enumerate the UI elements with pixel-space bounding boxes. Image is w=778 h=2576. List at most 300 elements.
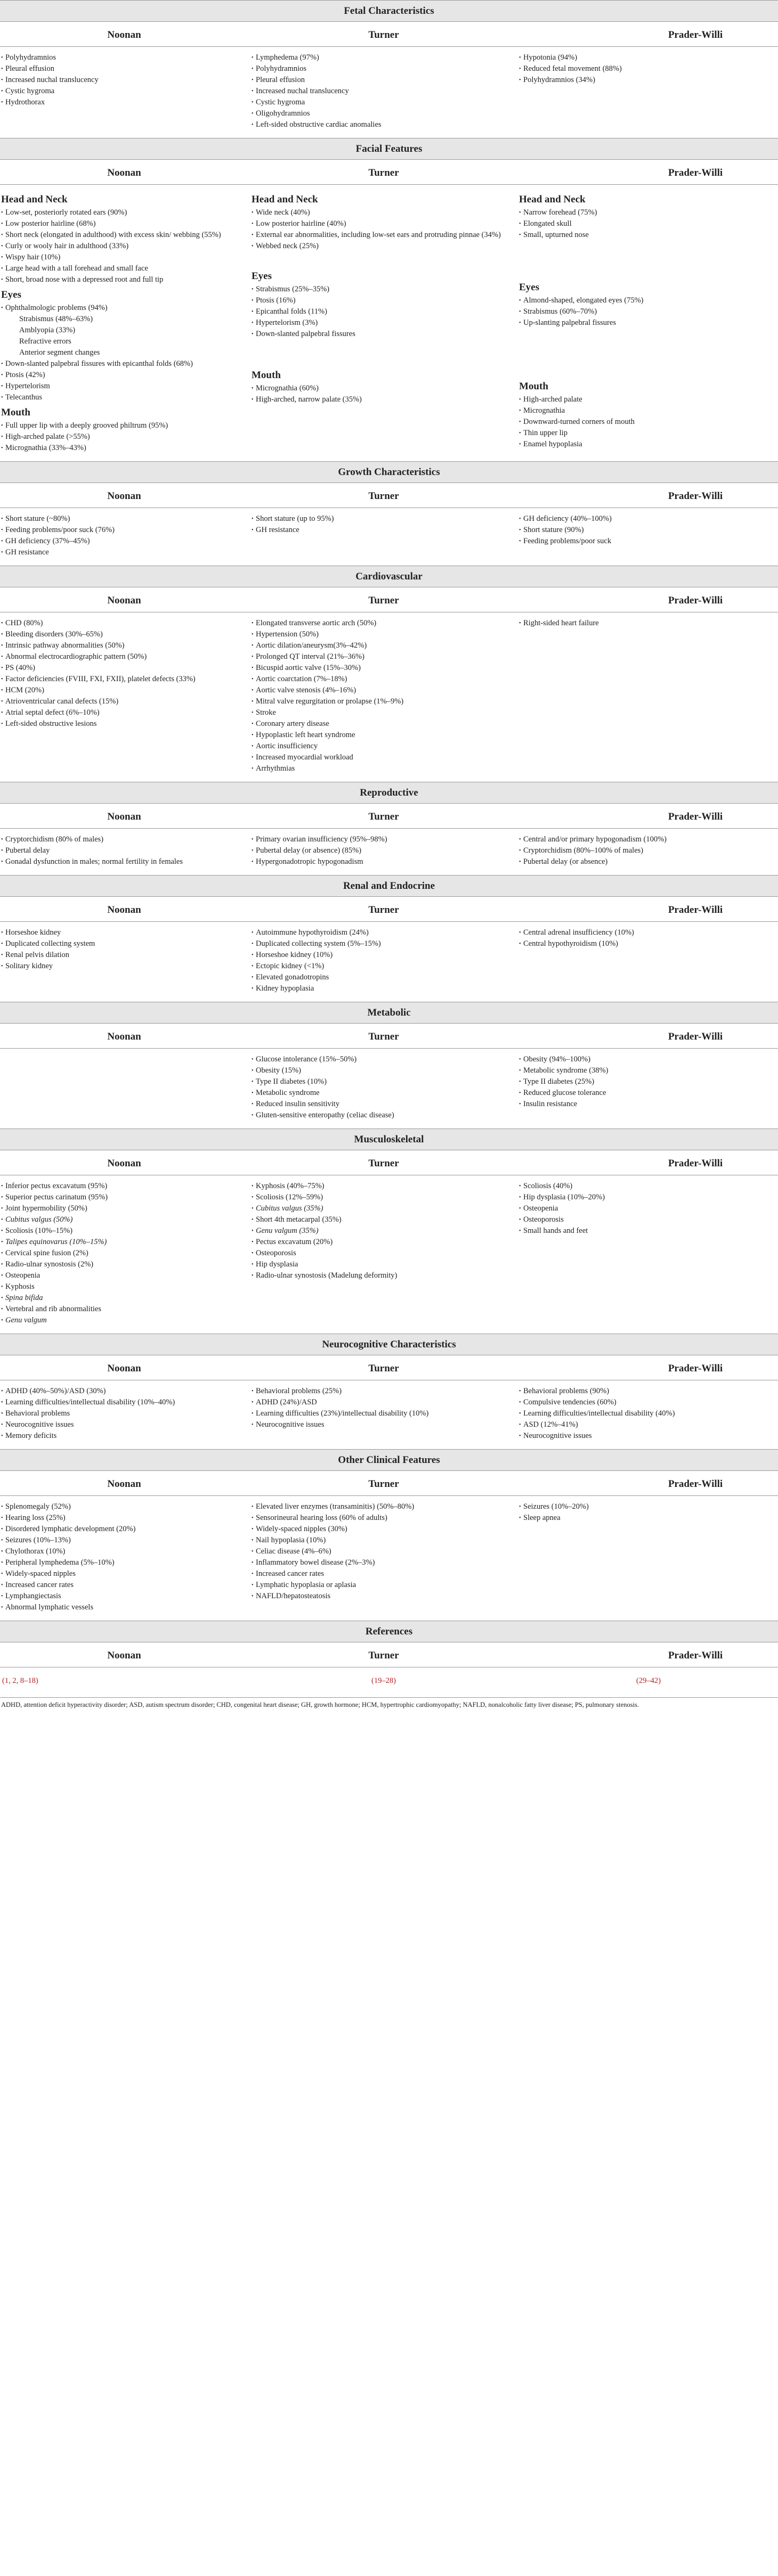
column-header-row bbox=[0, 804, 778, 829]
list-item: • Seizures (10%–13%) bbox=[1, 1535, 244, 1546]
column-header-row bbox=[0, 1024, 778, 1049]
list-item: • ASD (12%–41%) bbox=[519, 1419, 774, 1430]
list-item: • Splenomegaly (52%) bbox=[1, 1501, 244, 1512]
list-item: • Glucose intolerance (15%–50%) bbox=[252, 1054, 515, 1065]
list-item: • Telecanthus bbox=[1, 392, 244, 403]
list-item: • Primary ovarian insufficiency (95%–98%) bbox=[252, 834, 515, 845]
list-item: • Cubitus valgus (35%) bbox=[252, 1203, 515, 1214]
list-item: • Compulsive tendencies (60%) bbox=[519, 1397, 774, 1408]
cell-prader bbox=[519, 508, 778, 566]
column-header-turner: Turner bbox=[248, 587, 519, 612]
list-item: • Metabolic syndrome bbox=[252, 1087, 515, 1099]
item-list bbox=[519, 295, 774, 329]
list-item: • Large head with a tall forehead and small face bbox=[1, 263, 244, 274]
cell-turner bbox=[248, 1667, 519, 1698]
item-list bbox=[519, 834, 774, 868]
list-item: • Small hands and feet bbox=[519, 1225, 774, 1237]
list-item: • Almond-shaped, elongated eyes (75%) bbox=[519, 295, 774, 306]
list-item: • Pubertal delay (or absence) bbox=[519, 856, 774, 868]
list-item: • Joint hypermobility (50%) bbox=[1, 1203, 244, 1214]
group-heading-eyes: Eyes bbox=[252, 271, 272, 282]
list-item: • PS (40%) bbox=[1, 663, 244, 674]
column-header-noonan: Noonan bbox=[0, 897, 248, 922]
list-item: • Elongated skull bbox=[519, 218, 774, 230]
column-header-label: Prader-Willi bbox=[668, 904, 723, 915]
column-header-prader-willi bbox=[519, 1642, 778, 1667]
list-item: • Learning difficulties/intellectual disability (10%–40%) bbox=[1, 1397, 244, 1408]
list-item: • Left-sided obstructive cardiac anomalies bbox=[252, 119, 515, 130]
list-item: • Increased nuchal translucency bbox=[252, 86, 515, 97]
list-item: • Lymphangiectasis bbox=[1, 1591, 244, 1602]
list-item: • Ptosis (16%) bbox=[252, 295, 515, 306]
column-header-turner: Turner bbox=[248, 483, 519, 508]
list-item: • Behavioral problems bbox=[1, 1408, 244, 1419]
item-list bbox=[519, 1386, 774, 1442]
item-list bbox=[519, 52, 774, 86]
column-header-noonan: Noonan bbox=[0, 1024, 248, 1049]
section-header-cardio bbox=[0, 566, 778, 587]
item-list bbox=[1, 1181, 244, 1326]
list-item: • Abnormal lymphatic vessels bbox=[1, 1602, 244, 1613]
section-title: Neurocognitive Characteristics bbox=[0, 1334, 778, 1355]
column-header-prader-willi bbox=[519, 22, 778, 47]
column-header-noonan: Noonan bbox=[0, 160, 248, 185]
list-item: • Disordered lymphatic development (20%) bbox=[1, 1524, 244, 1535]
list-item: • Wispy hair (10%) bbox=[1, 252, 244, 263]
list-item: • Strabismus (60%–70%) bbox=[519, 306, 774, 317]
column-header-label: Prader-Willi bbox=[668, 1650, 723, 1661]
list-item: • Cystic hygroma bbox=[1, 86, 244, 97]
item-list bbox=[519, 394, 774, 450]
cell-noonan bbox=[0, 47, 248, 138]
list-item: • Reduced glucose tolerance bbox=[519, 1087, 774, 1099]
list-item: • Elongated transverse aortic arch (50%) bbox=[252, 618, 515, 629]
cell-prader bbox=[519, 612, 778, 782]
list-item: • Kidney hypoplasia bbox=[252, 983, 515, 994]
list-item: • Full upper lip with a deeply grooved philtrum (95%) bbox=[1, 420, 244, 431]
list-item: • Scoliosis (12%–59%) bbox=[252, 1192, 515, 1203]
group-heading-eyes: Eyes bbox=[519, 282, 539, 293]
group-heading-head-neck: Head and Neck bbox=[252, 194, 318, 205]
list-item: • Pleural effusion bbox=[1, 63, 244, 75]
list-item: • Pectus excavatum (20%) bbox=[252, 1237, 515, 1248]
column-header-prader-willi bbox=[519, 1024, 778, 1049]
list-item: • Hearing loss (25%) bbox=[1, 1512, 244, 1524]
list-item: • Oligohydramnios bbox=[252, 108, 515, 119]
item-list bbox=[252, 513, 515, 536]
list-item: • GH deficiency (37%–45%) bbox=[1, 536, 244, 547]
column-header-row bbox=[0, 483, 778, 508]
column-header-turner: Turner bbox=[248, 897, 519, 922]
column-header-prader-willi bbox=[519, 160, 778, 185]
column-header-prader-willi bbox=[519, 897, 778, 922]
list-item: • Micrognathia bbox=[519, 405, 774, 416]
section-header-growth bbox=[0, 462, 778, 483]
cell-noonan bbox=[0, 1380, 248, 1450]
list-item: • Hypotonia (94%) bbox=[519, 52, 774, 63]
column-header-turner: Turner bbox=[248, 22, 519, 47]
list-item: • Short stature (up to 95%) bbox=[252, 513, 515, 525]
list-item: • Abnormal electrocardiographic pattern (50%) bbox=[1, 651, 244, 663]
column-header-row bbox=[0, 1471, 778, 1496]
list-item: • Short neck (elongated in adulthood) with excess skin/ webbing (55%) bbox=[1, 230, 244, 241]
list-item: • Metabolic syndrome (38%) bbox=[519, 1065, 774, 1076]
list-item: • Renal pelvis dilation bbox=[1, 950, 244, 961]
list-item: • HCM (20%) bbox=[1, 685, 244, 696]
column-header-noonan: Noonan bbox=[0, 1642, 248, 1667]
cell-prader bbox=[519, 1175, 778, 1334]
list-item: • Neurocognitive issues bbox=[519, 1430, 774, 1442]
list-item: • Scoliosis (40%) bbox=[519, 1181, 774, 1192]
list-item: • Thin upper lip bbox=[519, 428, 774, 439]
list-item: • Mitral valve regurgitation or prolapse (1%–9%) bbox=[252, 696, 515, 707]
column-header-row bbox=[0, 1355, 778, 1380]
item-list bbox=[519, 513, 774, 547]
section-body-facial bbox=[0, 185, 778, 462]
column-header-prader-willi bbox=[519, 1150, 778, 1175]
section-header-other bbox=[0, 1450, 778, 1471]
cell-noonan bbox=[0, 1175, 248, 1334]
cell-noonan bbox=[0, 922, 248, 1002]
section-body-repro bbox=[0, 829, 778, 876]
list-item: • Cystic hygroma bbox=[252, 97, 515, 108]
list-item: • CHD (80%) bbox=[1, 618, 244, 629]
list-item: • Central hypothyroidism (10%) bbox=[519, 938, 774, 950]
list-item: • Superior pectus carinatum (95%) bbox=[1, 1192, 244, 1203]
list-item: • Hypertelorism bbox=[1, 381, 244, 392]
section-header-fetal bbox=[0, 1, 778, 22]
sub-list-item: Refractive errors bbox=[19, 337, 71, 346]
item-list bbox=[252, 52, 515, 130]
list-item: • Hydrothorax bbox=[1, 97, 244, 108]
column-header-label: Prader-Willi bbox=[668, 1031, 723, 1042]
item-list bbox=[1, 420, 244, 454]
list-item: • Spina bifida bbox=[1, 1293, 244, 1304]
list-item: • Kyphosis bbox=[1, 1281, 244, 1293]
list-item: • Cervical spine fusion (2%) bbox=[1, 1248, 244, 1259]
list-item: • ADHD (24%)/ASD bbox=[252, 1397, 515, 1408]
list-item: • Osteopenia bbox=[1, 1270, 244, 1281]
list-item: • Inflammatory bowel disease (2%–3%) bbox=[252, 1557, 515, 1568]
list-item: • Hypertelorism (3%) bbox=[252, 317, 515, 329]
item-list bbox=[252, 834, 515, 868]
list-item: • Polyhydramnios bbox=[1, 52, 244, 63]
list-item: • Pleural effusion bbox=[252, 75, 515, 86]
item-list bbox=[1, 513, 244, 558]
column-header-row bbox=[0, 1150, 778, 1175]
column-header-turner: Turner bbox=[248, 1024, 519, 1049]
column-header-turner: Turner bbox=[248, 1642, 519, 1667]
section-header-metabolic bbox=[0, 1002, 778, 1024]
list-item: • Downward-turned corners of mouth bbox=[519, 416, 774, 428]
group-heading-eyes: Eyes bbox=[1, 289, 21, 300]
list-item: • Lymphatic hypoplasia or aplasia bbox=[252, 1580, 515, 1591]
list-item: • Reduced fetal movement (88%) bbox=[519, 63, 774, 75]
section-body-neuro bbox=[0, 1380, 778, 1450]
item-list bbox=[1, 207, 244, 285]
list-item: • GH resistance bbox=[1, 547, 244, 558]
section-body-renal bbox=[0, 922, 778, 1002]
list-item: • Learning difficulties (23%)/intellectual disability (10%) bbox=[252, 1408, 515, 1419]
list-item: • Vertebral and rib abnormalities bbox=[1, 1304, 244, 1315]
column-header-turner: Turner bbox=[248, 1355, 519, 1380]
list-item: • NAFLD/hepatosteatosis bbox=[252, 1591, 515, 1602]
list-item: • Increased cancer rates bbox=[1, 1580, 244, 1591]
reference-link[interactable]: (29–42) bbox=[636, 1677, 661, 1685]
list-item: • High-arched, narrow palate (35%) bbox=[252, 394, 515, 405]
list-item: • Aortic dilation/aneurysm(3%–42%) bbox=[252, 640, 515, 651]
list-item: • Lymphedema (97%) bbox=[252, 52, 515, 63]
item-list bbox=[1, 1386, 244, 1442]
column-header-label: Prader-Willi bbox=[668, 595, 723, 606]
cell-noonan bbox=[0, 185, 248, 462]
list-item: • Hypertension (50%) bbox=[252, 629, 515, 640]
item-list bbox=[1, 927, 244, 972]
section-header-references bbox=[0, 1621, 778, 1642]
list-item: • Bleeding disorders (30%–65%) bbox=[1, 629, 244, 640]
list-item: • Sensorineural hearing loss (60% of adults) bbox=[252, 1512, 515, 1524]
item-list bbox=[1, 302, 244, 358]
column-header-label: Prader-Willi bbox=[668, 811, 723, 822]
cell-prader bbox=[519, 1496, 778, 1621]
list-item: • Autoimmune hypothyroidism (24%) bbox=[252, 927, 515, 938]
column-header-row bbox=[0, 897, 778, 922]
item-list bbox=[1, 834, 244, 868]
reference-link[interactable]: (19–28) bbox=[371, 1677, 396, 1685]
list-item: • Narrow forehead (75%) bbox=[519, 207, 774, 218]
group-heading-head-neck: Head and Neck bbox=[1, 194, 68, 205]
cell-turner bbox=[248, 1496, 519, 1621]
list-item: • Osteoporosis bbox=[519, 1214, 774, 1225]
cell-noonan bbox=[0, 612, 248, 782]
cell-prader-willi bbox=[519, 185, 778, 462]
column-header-row bbox=[0, 22, 778, 47]
item-list bbox=[252, 1501, 515, 1602]
section-title: References bbox=[0, 1621, 778, 1642]
section-title: Other Clinical Features bbox=[0, 1450, 778, 1471]
list-item: • Widely-spaced nipples bbox=[1, 1568, 244, 1580]
reference-link[interactable]: (1, 2, 8–18) bbox=[2, 1677, 38, 1685]
item-list bbox=[519, 1501, 774, 1524]
column-header-noonan: Noonan bbox=[0, 1150, 248, 1175]
group-heading-head-neck: Head and Neck bbox=[519, 194, 586, 205]
list-item: • Low posterior hairline (68%) bbox=[1, 218, 244, 230]
list-item: • Sleep apnea bbox=[519, 1512, 774, 1524]
section-header-musculo bbox=[0, 1129, 778, 1150]
cell-prader bbox=[519, 1380, 778, 1450]
column-header-label: Prader-Willi bbox=[668, 1158, 723, 1169]
list-item: • Nail hypoplasia (10%) bbox=[252, 1535, 515, 1546]
cell-turner bbox=[248, 1380, 519, 1450]
list-item: • Elevated gonadotropins bbox=[252, 972, 515, 983]
list-item: • Epicanthal folds (11%) bbox=[252, 306, 515, 317]
list-item: • Strabismus (25%–35%) bbox=[252, 284, 515, 295]
column-header-label: Prader-Willi bbox=[668, 1363, 723, 1374]
list-item: • Short 4th metacarpal (35%) bbox=[252, 1214, 515, 1225]
cell-turner bbox=[248, 922, 519, 1002]
list-item: • Osteoporosis bbox=[252, 1248, 515, 1259]
list-item: • ADHD (40%–50%)/ASD (30%) bbox=[1, 1386, 244, 1397]
list-item: • Atrial septal defect (6%–10%) bbox=[1, 707, 244, 718]
column-header-turner: Turner bbox=[248, 1150, 519, 1175]
list-item: • Radio-ulnar synostosis (Madelung deformity) bbox=[252, 1270, 515, 1281]
item-list bbox=[252, 1054, 515, 1121]
list-item: • High-arched palate bbox=[519, 394, 774, 405]
column-header-turner: Turner bbox=[248, 160, 519, 185]
group-heading-mouth: Mouth bbox=[1, 407, 30, 418]
list-item: • Widely-spaced nipples (30%) bbox=[252, 1524, 515, 1535]
item-list bbox=[519, 618, 774, 629]
list-item: • Learning difficulties/intellectual disability (40%) bbox=[519, 1408, 774, 1419]
cell-noonan bbox=[0, 1667, 248, 1698]
cell-prader bbox=[519, 922, 778, 1002]
cell-turner bbox=[248, 829, 519, 876]
cell-noonan bbox=[0, 1496, 248, 1621]
list-item: • Increased cancer rates bbox=[252, 1568, 515, 1580]
list-item: • Short, broad nose with a depressed root and full tip bbox=[1, 274, 244, 285]
item-list bbox=[252, 207, 515, 252]
list-item: • Aortic valve stenosis (4%–16%) bbox=[252, 685, 515, 696]
list-item: • Peripheral lymphedema (5%–10%) bbox=[1, 1557, 244, 1568]
column-header-label: Prader-Willi bbox=[668, 1478, 723, 1490]
section-header-renal bbox=[0, 876, 778, 897]
section-title: Facial Features bbox=[0, 138, 778, 160]
column-header-noonan: Noonan bbox=[0, 483, 248, 508]
column-header-prader-willi bbox=[519, 804, 778, 829]
item-list bbox=[519, 1054, 774, 1110]
list-item: • Type II diabetes (25%) bbox=[519, 1076, 774, 1087]
column-header-row bbox=[0, 1642, 778, 1667]
list-item: • Insulin resistance bbox=[519, 1099, 774, 1110]
list-item: • Seizures (10%–20%) bbox=[519, 1501, 774, 1512]
cell-turner bbox=[248, 47, 519, 138]
cell-prader bbox=[519, 47, 778, 138]
list-item: • Right-sided heart failure bbox=[519, 618, 774, 629]
list-item: • Kyphosis (40%–75%) bbox=[252, 1181, 515, 1192]
item-list bbox=[252, 284, 515, 340]
section-body-cardio bbox=[0, 612, 778, 782]
group-heading-mouth: Mouth bbox=[252, 370, 281, 381]
list-item: • Hypergonadotropic hypogonadism bbox=[252, 856, 515, 868]
list-item: • Cubitus valgus (50%) bbox=[1, 1214, 244, 1225]
list-item: • Cryptorchidism (80%–100% of males) bbox=[519, 845, 774, 856]
list-item: • Wide neck (40%) bbox=[252, 207, 515, 218]
section-body-musculo bbox=[0, 1175, 778, 1334]
list-item: • Hip dysplasia (10%–20%) bbox=[519, 1192, 774, 1203]
list-item: • Neurocognitive issues bbox=[252, 1419, 515, 1430]
cell-prader bbox=[519, 829, 778, 876]
list-item: • Hypoplastic left heart syndrome bbox=[252, 730, 515, 741]
list-item: • Short stature (~80%) bbox=[1, 513, 244, 525]
item-list bbox=[1, 52, 244, 108]
cell-prader bbox=[519, 1049, 778, 1129]
list-item: • Type II diabetes (10%) bbox=[252, 1076, 515, 1087]
list-item: • Obesity (94%–100%) bbox=[519, 1054, 774, 1065]
item-list bbox=[252, 927, 515, 994]
column-header-noonan: Noonan bbox=[0, 22, 248, 47]
cell-turner bbox=[248, 1175, 519, 1334]
list-item: • Central adrenal insufficiency (10%) bbox=[519, 927, 774, 938]
section-title: Metabolic bbox=[0, 1002, 778, 1024]
list-item: • Cryptorchidism (80% of males) bbox=[1, 834, 244, 845]
list-item: • Up-slanting palpebral fissures bbox=[519, 317, 774, 329]
list-item: • Feeding problems/poor suck (76%) bbox=[1, 525, 244, 536]
item-list bbox=[252, 618, 515, 774]
column-header-prader-willi bbox=[519, 483, 778, 508]
section-title: Renal and Endocrine bbox=[0, 876, 778, 897]
list-item: • Left-sided obstructive lesions bbox=[1, 718, 244, 730]
list-item: • Chylothorax (10%) bbox=[1, 1546, 244, 1557]
section-body-fetal bbox=[0, 47, 778, 138]
cell-turner bbox=[248, 612, 519, 782]
list-item: • Short stature (90%) bbox=[519, 525, 774, 536]
column-header-row bbox=[0, 587, 778, 612]
list-item: • Webbed neck (25%) bbox=[252, 241, 515, 252]
column-header-noonan: Noonan bbox=[0, 804, 248, 829]
column-header-label: Prader-Willi bbox=[668, 167, 723, 178]
list-item: • External ear abnormalities, including low-set ears and protruding pinnae (34%) bbox=[252, 230, 515, 241]
list-item: • Ptosis (42%) bbox=[1, 370, 244, 381]
list-item: • Micrognathia (60%) bbox=[252, 383, 515, 394]
sub-list-item: Anterior segment changes bbox=[19, 348, 100, 357]
list-item: • Memory deficits bbox=[1, 1430, 244, 1442]
list-item: • Enamel hypoplasia bbox=[519, 439, 774, 450]
list-item: • Prolonged QT interval (21%–36%) bbox=[252, 651, 515, 663]
list-item: • Increased nuchal translucency bbox=[1, 75, 244, 86]
cell-turner bbox=[248, 1049, 519, 1129]
list-item: • Atrioventricular canal defects (15%) bbox=[1, 696, 244, 707]
item-list bbox=[1, 358, 244, 403]
section-title: Growth Characteristics bbox=[0, 462, 778, 483]
section-body-references bbox=[0, 1667, 778, 1698]
list-item: • Arrhythmias bbox=[252, 763, 515, 774]
cell-turner bbox=[248, 508, 519, 566]
item-list bbox=[519, 927, 774, 950]
section-title: Musculoskeletal bbox=[0, 1129, 778, 1150]
list-item: • Coronary artery disease bbox=[252, 718, 515, 730]
list-item: • Bicuspid aortic valve (15%–30%) bbox=[252, 663, 515, 674]
section-header-facial bbox=[0, 138, 778, 160]
section-title: Fetal Characteristics bbox=[0, 1, 778, 22]
sub-list-item: Amblyopia (33%) bbox=[19, 326, 76, 334]
section-body-metabolic bbox=[0, 1049, 778, 1129]
list-item: • Horseshoe kidney (10%) bbox=[252, 950, 515, 961]
list-item: • High-arched palate (>55%) bbox=[1, 431, 244, 443]
item-list bbox=[519, 207, 774, 241]
list-item: • Central and/or primary hypogonadism (100%) bbox=[519, 834, 774, 845]
list-item: • Reduced insulin sensitivity bbox=[252, 1099, 515, 1110]
list-item: • Low posterior hairline (40%) bbox=[252, 218, 515, 230]
cell-noonan bbox=[0, 829, 248, 876]
list-item: • Osteopenia bbox=[519, 1203, 774, 1214]
list-item: • Solitary kidney bbox=[1, 961, 244, 972]
item-list bbox=[252, 1386, 515, 1430]
list-item: • Small, upturned nose bbox=[519, 230, 774, 241]
list-item: • Ectopic kidney (<1%) bbox=[252, 961, 515, 972]
cell-noonan bbox=[0, 1049, 248, 1129]
column-header-prader-willi bbox=[519, 1471, 778, 1496]
list-item: • Duplicated collecting system (5%–15%) bbox=[252, 938, 515, 950]
list-item: • Micrognathia (33%–43%) bbox=[1, 443, 244, 454]
list-item: • Neurocognitive issues bbox=[1, 1419, 244, 1430]
list-item: • Stroke bbox=[252, 707, 515, 718]
section-header-repro bbox=[0, 782, 778, 804]
list-item: • Talipes equinovarus (10%–15%) bbox=[1, 1237, 244, 1248]
column-header-noonan: Noonan bbox=[0, 587, 248, 612]
section-body-other bbox=[0, 1496, 778, 1621]
list-item: • Polyhydramnios (34%) bbox=[519, 75, 774, 86]
list-item: • Gonadal dysfunction in males; normal fertility in females bbox=[1, 856, 244, 868]
